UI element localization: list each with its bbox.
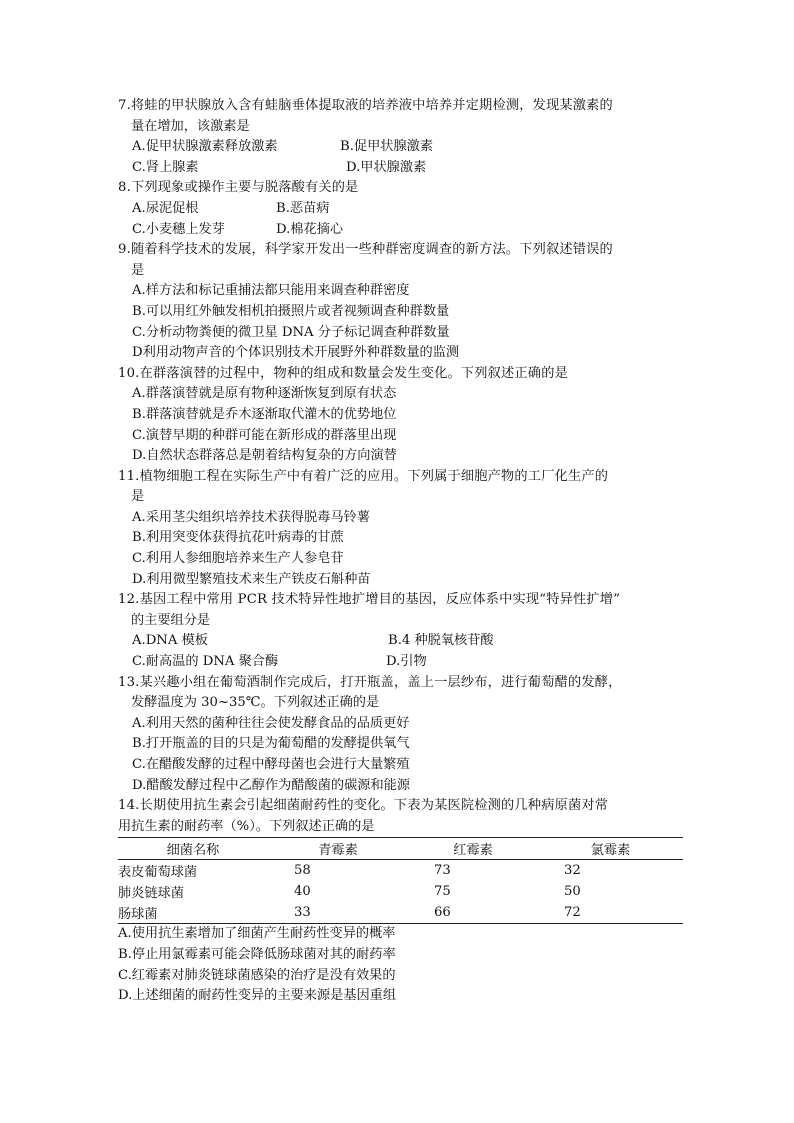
q11-option-b: B.利用突变体获得抗花叶病毒的甘蔗 <box>132 530 344 546</box>
table-cell-value: 40 <box>294 884 311 900</box>
q10-option-c: C.演替早期的种群可能在新形成的群落里出现 <box>132 427 397 443</box>
q10-option-a: A.群落演替就是原有物种逐渐恢复到原有状态 <box>132 386 397 402</box>
q13-option-d: D.醋酸发酵过程中乙醇作为醋酸菌的碳源和能源 <box>132 777 411 793</box>
q8-options-row1 <box>118 199 683 220</box>
q14-option-b: B.停止用氯霉素可能会降低肠球菌对其的耐药率 <box>118 946 396 962</box>
q11-option-a: A.采用茎尖组织培养技术获得脱毒马铃薯 <box>132 509 370 525</box>
q9-option-c: C.分析动物粪便的微卫星 DNA 分子标记调查种群数量 <box>132 324 450 340</box>
table-cell-value: 33 <box>294 905 311 921</box>
q11-option-c: C.利用人参细胞培养来生产人参皂苷 <box>132 551 344 567</box>
table-header-bacteria: 细菌名称 <box>166 843 220 859</box>
table-row <box>118 902 683 924</box>
q9-stem-line1: 9.随着科学技术的发展，科学家开发出一些种群密度调查的新方法。下列叙述错误的 <box>118 242 613 258</box>
q13-option-b: B.打开瓶盖的目的只是为葡萄醋的发酵提供氧气 <box>132 736 410 752</box>
table-cell-value: 58 <box>294 863 311 879</box>
q8-stem: 8.下列现象或操作主要与脱落酸有关的是 <box>118 180 359 196</box>
q10-option-d: D.自然状态群落总是朝着结构复杂的方向演替 <box>132 448 397 464</box>
q8-option-b: B.恶苗病 <box>276 200 330 216</box>
table-cell-value: 50 <box>564 884 581 900</box>
q14-option-d: D.上述细菌的耐药性变异的主要来源是基因重组 <box>118 988 397 1004</box>
q12-stem-line2: 的主要组分是 <box>131 612 211 628</box>
q8-option-a: A.尿泥促根 <box>132 200 199 216</box>
q9-option-a: A.样方法和标记重捕法都只能用来调查种群密度 <box>132 283 410 299</box>
q8-option-c: C.小麦穗上发芽 <box>132 221 225 237</box>
table-row <box>118 860 683 882</box>
table-header-row <box>118 838 683 860</box>
q12-option-d: D.引物 <box>386 654 427 670</box>
q12-option-b: B.4 种脱氧核苷酸 <box>388 633 494 649</box>
q11-stem-line2: 是 <box>131 489 145 505</box>
table-cell-name: 表皮葡萄球菌 <box>118 865 198 881</box>
q12-options-row1 <box>118 631 683 652</box>
table-header-penicillin: 青霉素 <box>318 843 358 859</box>
q7-stem-line1: 7.将蛙的甲状腺放入含有蛙脑垂体提取液的培养液中培养并定期检测，发现某激素的 <box>118 98 613 113</box>
q10-option-b: B.群落演替就是乔木逐渐取代灌木的优势地位 <box>132 406 397 422</box>
q14-stem-line1: 14.长期使用抗生素会引起细菌耐药性的变化。下表为某医院检测的几种病原菌对常 <box>118 798 609 814</box>
table-cell-value: 75 <box>434 884 451 900</box>
q13-stem-line2: 发酵温度为 30~35℃。下列叙述正确的是 <box>131 695 380 711</box>
table-header-erythromycin: 红霉素 <box>453 843 493 859</box>
q13-option-a: A.利用天然的菌种往往会使发酵食品的品质更好 <box>132 715 410 731</box>
q12-option-c: C.耐高温的 DNA 聚合酶 <box>132 654 279 670</box>
q8-option-d: D.棉花摘心 <box>276 221 344 237</box>
q11-stem-line1: 11.植物细胞工程在实际生产中有着广泛的应用。下列属于细胞产物的工厂化生产的 <box>118 468 609 484</box>
q12-stem-line1: 12.基因工程中常用 PCR 技术特异性地扩增目的基因，反应体系中实现“特异性扩增” <box>118 592 621 608</box>
q7-option-d: D.甲状腺激素 <box>346 159 427 175</box>
q8-options-row2 <box>118 220 683 241</box>
table-cell-value: 32 <box>564 863 581 879</box>
table-cell-name: 肠球菌 <box>118 907 158 923</box>
q12-options-row2 <box>118 652 683 673</box>
table-cell-value: 66 <box>434 905 451 921</box>
exam-page <box>118 96 683 1007</box>
q9-option-d: D利用动物声音的个体识别技术开展野外种群数量的监测 <box>132 345 460 361</box>
q7-stem-line2: 量在增加，该激素是 <box>131 118 250 134</box>
table-row <box>118 881 683 902</box>
q12-option-a: A.DNA 模板 <box>132 633 208 649</box>
q7-option-a: A.促甲状腺激素释放激素 <box>132 139 278 155</box>
table-cell-name: 肺炎链球菌 <box>118 886 184 902</box>
q11-option-d: D.利用微型繁殖技术来生产铁皮石斛种苗 <box>132 571 371 587</box>
table-cell-value: 72 <box>564 905 581 921</box>
q13-stem-line1: 13.某兴趣小组在葡萄酒制作完成后，打开瓶盖，盖上一层纱布，进行葡萄醋的发酵， <box>118 674 622 690</box>
q9-stem-line2: 是 <box>131 262 145 278</box>
resistance-table <box>118 837 683 924</box>
q10-stem: 10.在群落演替的过程中，物种的组成和数量会发生变化。下列叙述正确的是 <box>118 365 568 381</box>
q7-option-c: C.肾上腺素 <box>132 159 199 175</box>
q14-stem-line2: 用抗生素的耐药率（%）。下列叙述正确的是 <box>118 818 375 834</box>
table-cell-value: 73 <box>434 863 451 879</box>
q7-option-b: B.促甲状腺激素 <box>340 139 434 155</box>
q7-options-row2 <box>118 158 683 179</box>
table-header-chloramphenicol: 氯霉素 <box>590 843 631 859</box>
q13-option-c: C.在醋酸发酵的过程中酵母菌也会进行大量繁殖 <box>132 757 410 772</box>
q14-option-a: A.使用抗生素增加了细菌产生耐药性变异的概率 <box>118 926 396 942</box>
q9-option-b: B.可以用红外触发相机拍摄照片或者视频调查种群数量 <box>132 303 450 319</box>
q14-option-c: C.红霉素对肺炎链球菌感染的治疗是没有效果的 <box>118 967 396 983</box>
q7-options-row1 <box>118 137 683 158</box>
